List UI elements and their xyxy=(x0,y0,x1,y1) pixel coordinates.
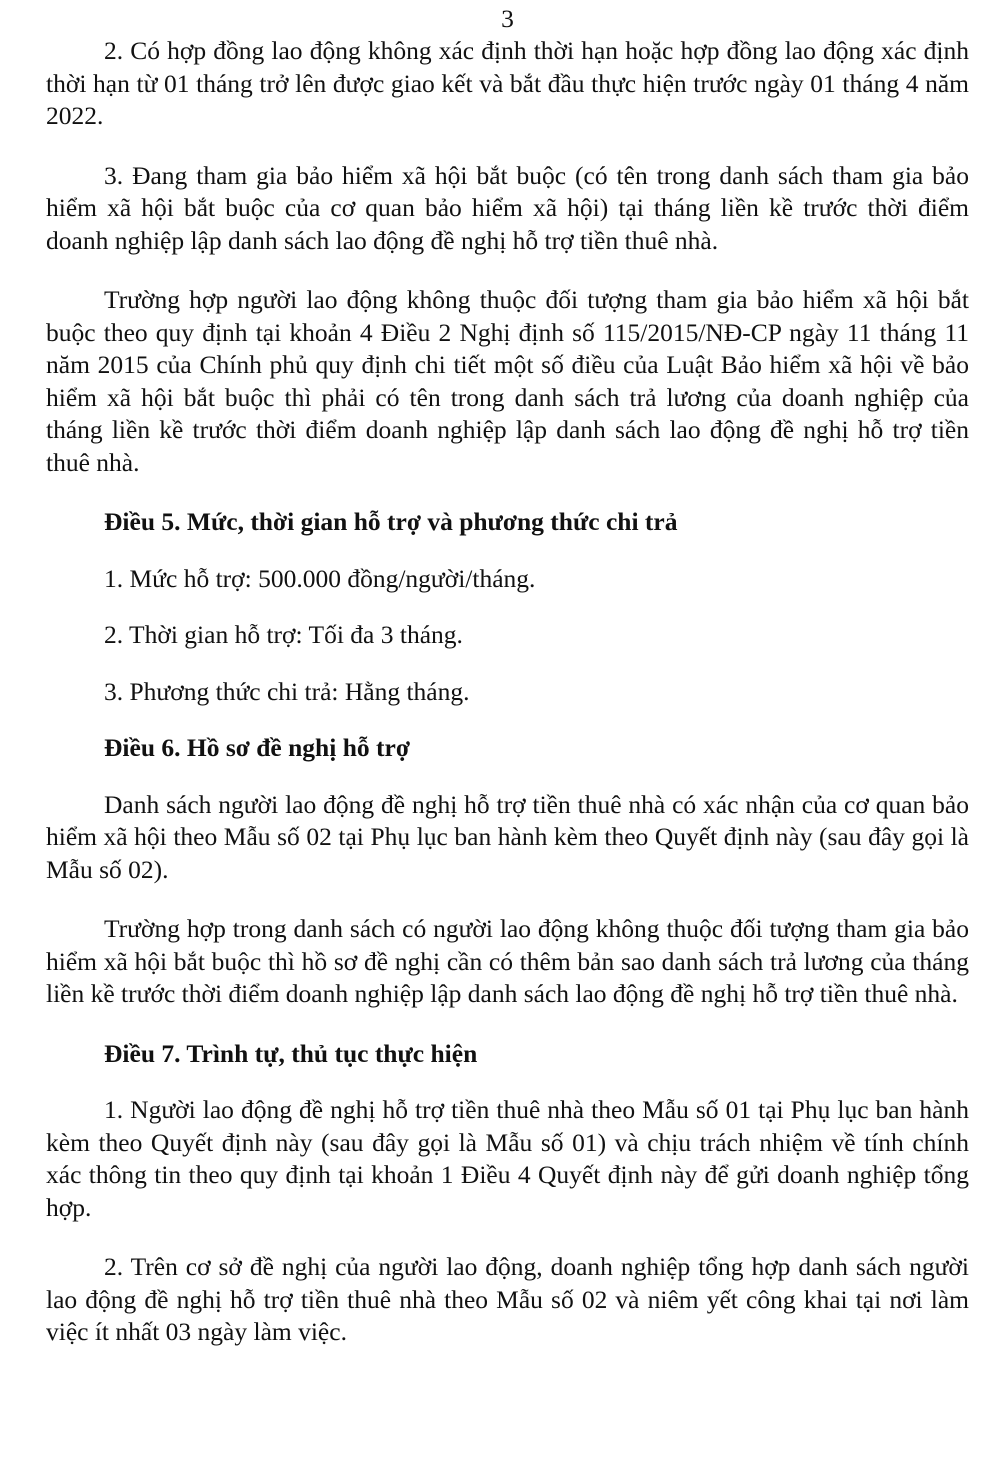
article-6-paragraph-1: Danh sách người lao động đề nghị hỗ trợ tiền thuê nhà có xác nhận của cơ quan bảo hiểm xã hội theo Mẫu số 02 tại Phụ lục ban hành kèm theo Quyết định này (sau đây gọi là Mẫu số 02). xyxy=(46,789,969,884)
article-5-item-1: 1. Mức hỗ trợ: 500.000 đồng/người/tháng. xyxy=(104,563,536,593)
article-5-item-3: 3. Phương thức chi trả: Hằng tháng. xyxy=(104,676,470,706)
page-number: 3 xyxy=(501,4,514,33)
article-5-heading: Điều 5. Mức, thời gian hỗ trợ và phương thức chi trả xyxy=(104,507,678,536)
article-7-item-2: 2. Trên cơ sở đề nghị của người lao động, doanh nghiệp tổng hợp danh sách người lao động đề nghị hỗ trợ tiền thuê nhà theo Mẫu số 02 và niêm yết công khai tại nơi làm việc ít nhất 03 ngày làm việc. xyxy=(46,1252,969,1346)
article-7-item-1: 1. Người lao động đề nghị hỗ trợ tiền thuê nhà theo Mẫu số 01 tại Phụ lục ban hành kèm theo Quyết định này (sau đây gọi là Mẫu số 01) và chịu trách nhiệm về tính chính xác thông tin theo quy định tại khoản 1 Điều 4 Quyết định này để gửi doanh nghiệp tổng hợp. xyxy=(46,1095,969,1222)
article-5-item-2: 2. Thời gian hỗ trợ: Tối đa 3 tháng. xyxy=(104,620,463,649)
clause-4-item-2: 2. Có hợp đồng lao động không xác định thời hạn hoặc hợp đồng lao động xác định thời hạn từ 01 tháng trở lên được giao kết và bắt đầu thực hiện trước ngày 01 tháng 4 năm 2022. xyxy=(46,36,969,130)
clause-4-item-3: 3. Đang tham gia bảo hiểm xã hội bắt buộc (có tên trong danh sách tham gia bảo hiểm xã hội bắt buộc của cơ quan bảo hiểm xã hội) tại tháng liền kề trước thời điểm doanh nghiệp lập danh sách lao động đề nghị hỗ trợ tiền thuê nhà. xyxy=(46,160,969,255)
article-6-paragraph-2: Trường hợp trong danh sách có người lao động không thuộc đối tượng tham gia bảo hiểm xã hội bắt buộc thì hồ sơ đề nghị cần có thêm bản sao danh sách trả lương của tháng liền kề trước thời điểm doanh nghiệp lập danh sách lao động đề nghị hỗ trợ tiền thuê nhà. xyxy=(46,914,969,1008)
clause-4-exception-paragraph: Trường hợp người lao động không thuộc đối tượng tham gia bảo hiểm xã hội bắt buộc theo quy định tại khoản 4 Điều 2 Nghị định số 115/2015/NĐ-CP ngày 11 tháng 11 năm 2015 của Chính phủ quy định chi tiết một số điều của Luật Bảo hiểm xã hội về bảo hiểm xã hội bắt buộc thì phải có tên trong danh sách trả lương của doanh nghiệp của tháng liền kề trước thời điểm doanh nghiệp lập danh sách lao động đề nghị hỗ trợ tiền thuê nhà. xyxy=(46,285,969,477)
article-7-heading: Điều 7. Trình tự, thủ tục thực hiện xyxy=(104,1038,478,1068)
article-6-heading: Điều 6. Hồ sơ đề nghị hỗ trợ xyxy=(104,733,410,762)
